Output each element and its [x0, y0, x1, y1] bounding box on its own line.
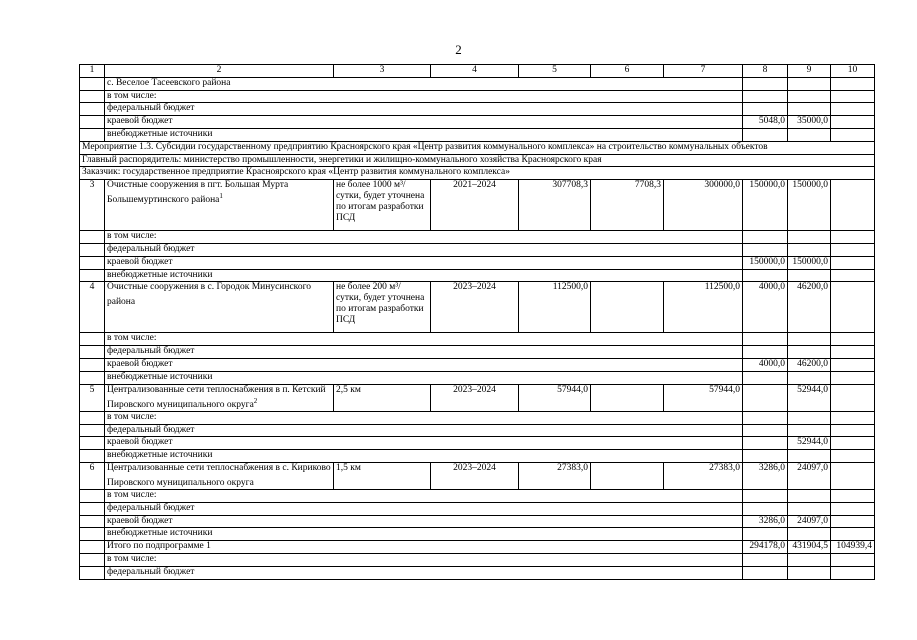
value-cell: [831, 256, 875, 269]
empty-cell: [831, 502, 875, 515]
row-label: краевой бюджет: [105, 116, 743, 129]
empty-cell: [743, 371, 788, 384]
table-row: [80, 554, 875, 567]
item-number: 5: [80, 384, 105, 411]
empty-cell: [743, 243, 788, 256]
section-title: Заказчик: государственное предприятие Красноярского края «Центр развития коммунального комплекса»: [80, 167, 875, 180]
empty-cell: [80, 541, 105, 554]
empty-cell: [80, 116, 105, 129]
value-cell: [831, 437, 875, 450]
table-row: [80, 282, 875, 333]
empty-cell: [80, 424, 105, 437]
table-row: [80, 333, 875, 346]
row-label: в том числе:: [105, 231, 743, 244]
row-label: краевой бюджет: [105, 256, 743, 269]
empty-cell: [80, 515, 105, 528]
object-name-text: Очистные сооружения в с. Городок Минусинского района: [107, 282, 311, 308]
value-cell: [831, 462, 875, 489]
column-header: 2: [105, 65, 334, 78]
capacity: не более 1000 м³/ сутки, будет уточнена по итогам разработки ПСД: [334, 180, 431, 231]
table-row: [80, 269, 875, 282]
value-cell: 112500,0: [519, 282, 591, 333]
row-label: внебюджетные источники: [105, 128, 743, 141]
row-label: в том числе:: [105, 554, 743, 567]
table-row: [80, 515, 875, 528]
object-name-text: Централизованные сети теплоснабжения в п. Кетский Пировского муниципального округа: [107, 384, 326, 410]
value-cell: 27383,0: [519, 462, 591, 489]
period: 2021–2024: [431, 180, 519, 231]
value-cell: [831, 384, 875, 411]
empty-cell: [831, 243, 875, 256]
empty-cell: [788, 371, 831, 384]
object-name: [105, 384, 334, 411]
empty-cell: [788, 128, 831, 141]
empty-cell: [80, 554, 105, 567]
empty-cell: [743, 411, 788, 424]
footnote-mark: 2: [253, 396, 258, 405]
empty-cell: [831, 450, 875, 463]
table-row: [80, 128, 875, 141]
value-cell: 35000,0: [788, 116, 831, 129]
table-row: [80, 462, 875, 489]
value-cell: 57944,0: [664, 384, 743, 411]
empty-cell: [80, 231, 105, 244]
empty-cell: [80, 411, 105, 424]
table-row: [80, 450, 875, 463]
table-row: [80, 411, 875, 424]
table-row: [80, 437, 875, 450]
value-cell: [831, 358, 875, 371]
table-row: [80, 154, 875, 167]
value-cell: 46200,0: [788, 358, 831, 371]
empty-cell: [788, 231, 831, 244]
column-header: 8: [743, 65, 788, 78]
empty-cell: [80, 358, 105, 371]
empty-cell: [80, 450, 105, 463]
table-row: [80, 231, 875, 244]
value-cell: [591, 462, 664, 489]
empty-cell: [80, 77, 105, 90]
empty-cell: [743, 77, 788, 90]
empty-cell: [80, 256, 105, 269]
row-label: краевой бюджет: [105, 437, 743, 450]
object-name-text: Очистные сооружения в пгт. Большая Мурта Большемуртинского района: [107, 180, 289, 206]
row-label: в том числе:: [105, 90, 743, 103]
table-row: [80, 541, 875, 554]
table-row: [80, 566, 875, 579]
empty-cell: [831, 231, 875, 244]
page-number: 2: [455, 42, 462, 57]
table-row: [80, 243, 875, 256]
row-label: федеральный бюджет: [105, 502, 743, 515]
value-cell: [591, 384, 664, 411]
value-cell: 150000,0: [788, 180, 831, 231]
empty-cell: [788, 566, 831, 579]
empty-cell: [831, 346, 875, 359]
table-row: [80, 490, 875, 503]
empty-cell: [743, 566, 788, 579]
value-cell: [591, 282, 664, 333]
table-row: [80, 116, 875, 129]
column-header: 10: [831, 65, 875, 78]
item-number: 4: [80, 282, 105, 333]
empty-cell: [831, 424, 875, 437]
period: 2023–2024: [431, 282, 519, 333]
object-name: [105, 282, 334, 333]
empty-cell: [743, 231, 788, 244]
row-label: внебюджетные источники: [105, 371, 743, 384]
empty-cell: [831, 554, 875, 567]
value-cell: 5048,0: [743, 116, 788, 129]
value-cell: [831, 116, 875, 129]
empty-cell: [743, 103, 788, 116]
value-cell: 3286,0: [743, 462, 788, 489]
empty-cell: [80, 90, 105, 103]
capacity: не более 200 м³/ сутки, будет уточнена по итогам разработки ПСД: [334, 282, 431, 333]
row-label: федеральный бюджет: [105, 243, 743, 256]
table-row: [80, 141, 875, 154]
column-header: 4: [431, 65, 519, 78]
empty-cell: [788, 490, 831, 503]
period: 2023–2024: [431, 384, 519, 411]
row-label: федеральный бюджет: [105, 346, 743, 359]
empty-cell: [831, 411, 875, 424]
empty-cell: [743, 128, 788, 141]
item-number: 6: [80, 462, 105, 489]
value-cell: 24097,0: [788, 462, 831, 489]
row-label: краевой бюджет: [105, 358, 743, 371]
empty-cell: [831, 90, 875, 103]
capacity: 1,5 км: [334, 462, 431, 489]
value-cell: 307708,3: [519, 180, 591, 231]
empty-cell: [831, 333, 875, 346]
value-cell: 46200,0: [788, 282, 831, 333]
value-cell: 150000,0: [743, 180, 788, 231]
empty-cell: [80, 103, 105, 116]
empty-cell: [831, 128, 875, 141]
value-cell: 3286,0: [743, 515, 788, 528]
row-label: федеральный бюджет: [105, 424, 743, 437]
empty-cell: [788, 333, 831, 346]
header-row: [80, 65, 875, 78]
empty-cell: [831, 371, 875, 384]
empty-cell: [743, 424, 788, 437]
empty-cell: [743, 450, 788, 463]
table-row: [80, 90, 875, 103]
table-row: [80, 180, 875, 231]
empty-cell: [831, 490, 875, 503]
empty-cell: [831, 103, 875, 116]
empty-cell: [743, 490, 788, 503]
table-row: [80, 502, 875, 515]
item-number: 3: [80, 180, 105, 231]
value-cell: [831, 515, 875, 528]
budget-table: [79, 64, 875, 580]
row-label: федеральный бюджет: [105, 566, 743, 579]
empty-cell: [788, 502, 831, 515]
capacity: 2,5 км: [334, 384, 431, 411]
object-name: [105, 462, 334, 489]
value-cell: [743, 384, 788, 411]
footnote-mark: 1: [219, 192, 223, 201]
empty-cell: [743, 346, 788, 359]
row-label: внебюджетные источники: [105, 528, 743, 541]
row-label: краевой бюджет: [105, 515, 743, 528]
table-row: [80, 167, 875, 180]
empty-cell: [788, 243, 831, 256]
row-label: в том числе:: [105, 333, 743, 346]
column-header: 5: [519, 65, 591, 78]
value-cell: 57944,0: [519, 384, 591, 411]
empty-cell: [80, 128, 105, 141]
empty-cell: [788, 269, 831, 282]
object-name-text: Централизованные сети теплоснабжения в с. Кириково Пировского муниципального округа: [107, 462, 331, 489]
table-row: [80, 103, 875, 116]
value-cell: 150000,0: [743, 256, 788, 269]
empty-cell: [831, 528, 875, 541]
empty-cell: [788, 103, 831, 116]
value-cell: 52944,0: [788, 437, 831, 450]
value-cell: 112500,0: [664, 282, 743, 333]
empty-cell: [788, 346, 831, 359]
empty-cell: [743, 528, 788, 541]
empty-cell: [831, 77, 875, 90]
value-cell: 431904,5: [788, 541, 831, 554]
value-cell: 24097,0: [788, 515, 831, 528]
empty-cell: [831, 566, 875, 579]
table-row: [80, 346, 875, 359]
value-cell: 4000,0: [743, 282, 788, 333]
row-label: федеральный бюджет: [105, 103, 743, 116]
table-row: [80, 371, 875, 384]
row-label: внебюджетные источники: [105, 450, 743, 463]
table-row: [80, 528, 875, 541]
period: 2023–2024: [431, 462, 519, 489]
object-name: [105, 180, 334, 231]
row-label: в том числе:: [105, 411, 743, 424]
empty-cell: [80, 502, 105, 515]
column-header: 6: [591, 65, 664, 78]
column-header: 7: [664, 65, 743, 78]
column-header: 1: [80, 65, 105, 78]
value-cell: 104939,4: [831, 541, 875, 554]
row-label: Итого по подпрограмме 1: [105, 541, 743, 554]
value-cell: 27383,0: [664, 462, 743, 489]
table-row: [80, 358, 875, 371]
value-cell: [743, 437, 788, 450]
empty-cell: [831, 269, 875, 282]
section-title: Главный распорядитель: министерство промышленности, энергетики и жилищно-коммунального хозяйства Красноярского края: [80, 154, 875, 167]
table-row: [80, 256, 875, 269]
value-cell: [831, 180, 875, 231]
table-row: [80, 384, 875, 411]
value-cell: 52944,0: [788, 384, 831, 411]
empty-cell: [743, 554, 788, 567]
empty-cell: [80, 346, 105, 359]
column-header: 9: [788, 65, 831, 78]
empty-cell: [788, 554, 831, 567]
empty-cell: [788, 77, 831, 90]
empty-cell: [80, 333, 105, 346]
empty-cell: [788, 424, 831, 437]
column-header: 3: [334, 65, 431, 78]
section-title: Мероприятие 1.3. Субсидии государственному предприятию Красноярского края «Центр развития коммунального комплекса» на строительство коммунальных объектов: [80, 141, 875, 154]
value-cell: 150000,0: [788, 256, 831, 269]
empty-cell: [80, 437, 105, 450]
empty-cell: [80, 566, 105, 579]
value-cell: 7708,3: [591, 180, 664, 231]
value-cell: 294178,0: [743, 541, 788, 554]
row-label: с. Веселое Тасеевского района: [105, 77, 743, 90]
empty-cell: [80, 243, 105, 256]
table-row: [80, 77, 875, 90]
empty-cell: [788, 90, 831, 103]
empty-cell: [743, 269, 788, 282]
empty-cell: [788, 450, 831, 463]
empty-cell: [743, 90, 788, 103]
empty-cell: [80, 528, 105, 541]
row-label: в том числе:: [105, 490, 743, 503]
empty-cell: [788, 411, 831, 424]
empty-cell: [80, 490, 105, 503]
table-row: [80, 424, 875, 437]
row-label: внебюджетные источники: [105, 269, 743, 282]
empty-cell: [788, 528, 831, 541]
empty-cell: [743, 333, 788, 346]
empty-cell: [80, 371, 105, 384]
value-cell: 300000,0: [664, 180, 743, 231]
empty-cell: [80, 269, 105, 282]
empty-cell: [743, 502, 788, 515]
value-cell: 4000,0: [743, 358, 788, 371]
value-cell: [831, 282, 875, 333]
